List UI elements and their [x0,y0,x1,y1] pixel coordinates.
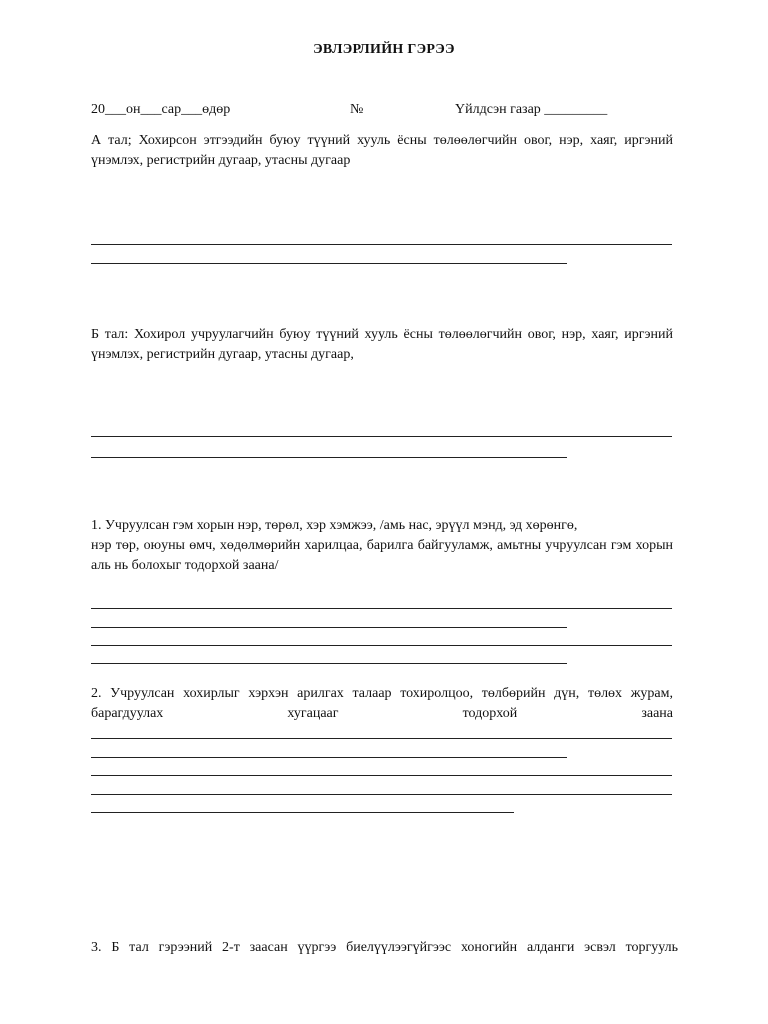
clause-2-text: 2. Учруулсан хохирлыг хэрхэн арилгах талаар тохиролцоо, төлбөрийн дүн, төлөх журам, барагдуулах хугацааг тодорхой заана [91,686,673,721]
number-field: № [350,102,364,117]
clause-1-fill-line [91,627,567,628]
party-a-fill-line [91,263,567,264]
place-field: Үйлдсэн газар _________ [455,102,608,117]
party-b-text: Б тал: Хохирол учруулагчийн буюу түүний хууль ёсны төлөөлөгчийн овог, нэр, хаяг, иргэний үнэмлэх, регистрийн дугаар, утасны дугаар, [91,327,673,362]
clause-1-line-2: нэр төр, оюуны өмч, хөдөлмөрийн харилцаа, барилга байгууламж, амьтны учруулсан гэм хорын аль нь болохыг тодорхой заана/ [91,538,673,573]
clause-2-fill-line [91,812,514,813]
clause-1-fill-line [91,608,672,609]
date-field: 20___он___сар___өдөр [91,102,231,117]
clause-2-fill-line [91,794,672,795]
clause-1-fill-line [91,645,672,646]
clause-2-fill-line [91,775,672,776]
party-b-fill-line [91,457,567,458]
clause-2-fill-line [91,738,672,739]
document-title: ЭВЛЭРЛИЙН ГЭРЭЭ [313,42,455,57]
clause-2-fill-line [91,757,567,758]
clause-1-fill-line [91,663,567,664]
party-a-fill-line [91,244,672,245]
clause-3-text: 3. Б тал гэрээний 2-т заасан үүргээ биелүүлээгүйгээс хоногийн алданги эсвэл торгууль [91,940,678,955]
party-a-text: А тал; Хохирсон этгээдийн буюу түүний хууль ёсны төлөөлөгчийн овог, нэр, хаяг, иргэний үнэмлэх, регистрийн дугаар, утасны дугаар [91,133,673,168]
clause-1-line-1: 1. Учруулсан гэм хорын нэр, төрөл, хэр хэмжээ, /амь нас, эрүүл мэнд, эд хөрөнгө, [91,518,578,533]
party-b-fill-line [91,436,672,437]
